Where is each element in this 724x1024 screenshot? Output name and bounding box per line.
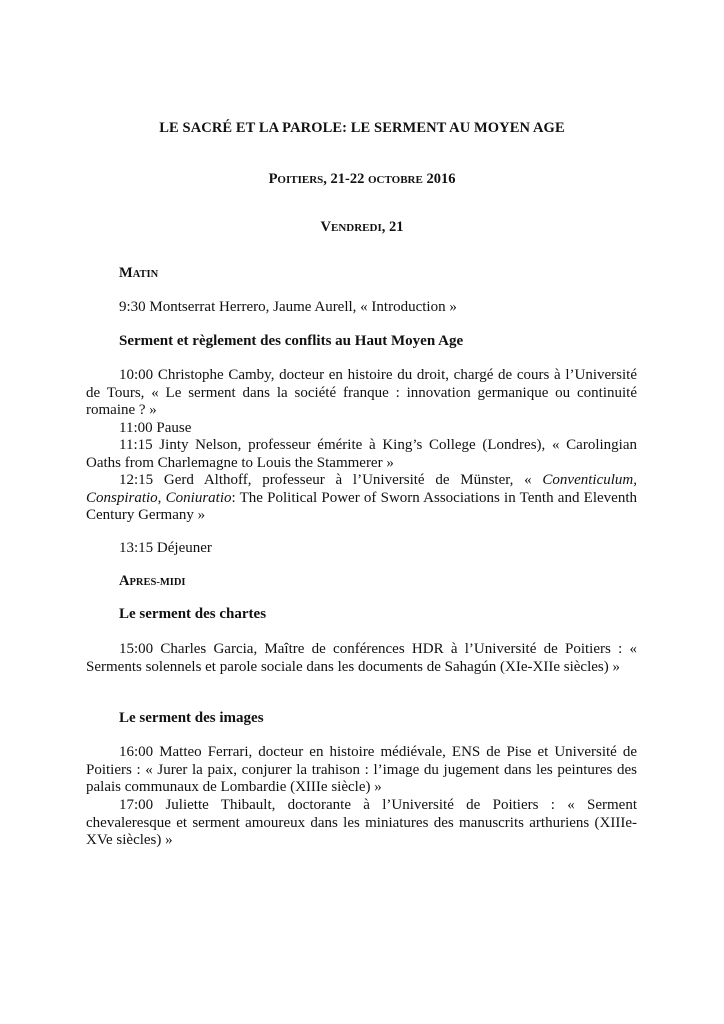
location-rest: OITIERS [277, 174, 324, 186]
matin-initial: M [119, 265, 133, 281]
matin-rest: ATIN [132, 269, 159, 280]
section-title-chartes: Le serment des chartes [119, 606, 267, 622]
program-entry-pause: 11:00 Pause [119, 420, 192, 436]
program-entry-lunch: 13:15 Déjeuner [119, 540, 212, 556]
day-number: , 21 [381, 219, 404, 235]
location-days: , 21-22 [323, 171, 368, 187]
program-entry-camby: 10:00 Christophe Camby, docteur en histoire du droit, chargé de cours à l’Université de Tours, « Le serment dans la société franque : innovation germanique ou continuité romaine ? » [86, 367, 637, 419]
day-heading [0, 219, 724, 236]
page-title: LE SACRÉ ET LA PAROLE: LE SERMENT AU MOYEN AGE [159, 120, 565, 136]
intro-entry: 9:30 Montserrat Herrero, Jaume Aurell, « Introduction » [119, 299, 457, 315]
apres-rest: PRES-MIDI [129, 577, 186, 588]
program-entry-althoff: 12:15 Gerd Althoff, professeur à l’Université de Münster, « Conventiculum, Conspiratio, Coniuratio: The Political Power of Sworn Associations in Tenth and Eleventh Century Germany » [86, 472, 637, 524]
althoff-title-italic: Conventiculum, Conspiratio, Coniuratio [86, 472, 637, 506]
location-initial: P [268, 171, 278, 187]
section-title-conflits: Serment et règlement des conflits au Haut Moyen Age [119, 333, 464, 349]
day-initial: V [320, 219, 331, 235]
day-rest: ENDREDI [331, 222, 382, 234]
program-entry-garcia: 15:00 Charles Garcia, Maître de conférences HDR à l’Université de Poitiers : « Serments solennels et parole sociale dans les documents de Sahagún (XIe-XIIe siècles) » [86, 641, 637, 675]
apres-initial: A [119, 573, 130, 589]
section-title-images: Le serment des images [119, 710, 264, 726]
location-date [0, 171, 724, 188]
program-entry-nelson: 11:15 Jinty Nelson, professeur émérite à King’s College (Londres), « Carolingian Oaths from Charlemagne to Louis the Stammerer » [86, 437, 637, 471]
location-year: 2016 [422, 171, 456, 187]
matin-heading [119, 265, 637, 284]
program-entry-ferrari: 16:00 Matteo Ferrari, docteur en histoire médiévale, ENS de Pise et Université de Poitiers : « Jurer la paix, conjurer la trahison : l’image du jugement dans les peintures des palais communaux de Lombardie (XIIIe siècle) » [86, 744, 637, 796]
apres-midi-heading [119, 573, 637, 592]
program-entry-thibault: 17:00 Juliette Thibault, doctorante à l’Université de Poitiers : « Serment chevaleresque et serment amoureux dans les miniatures des manuscrits arthuriens (XIIIe-XVe siècles) » [86, 797, 637, 849]
location-month: OCTOBRE [368, 174, 423, 186]
